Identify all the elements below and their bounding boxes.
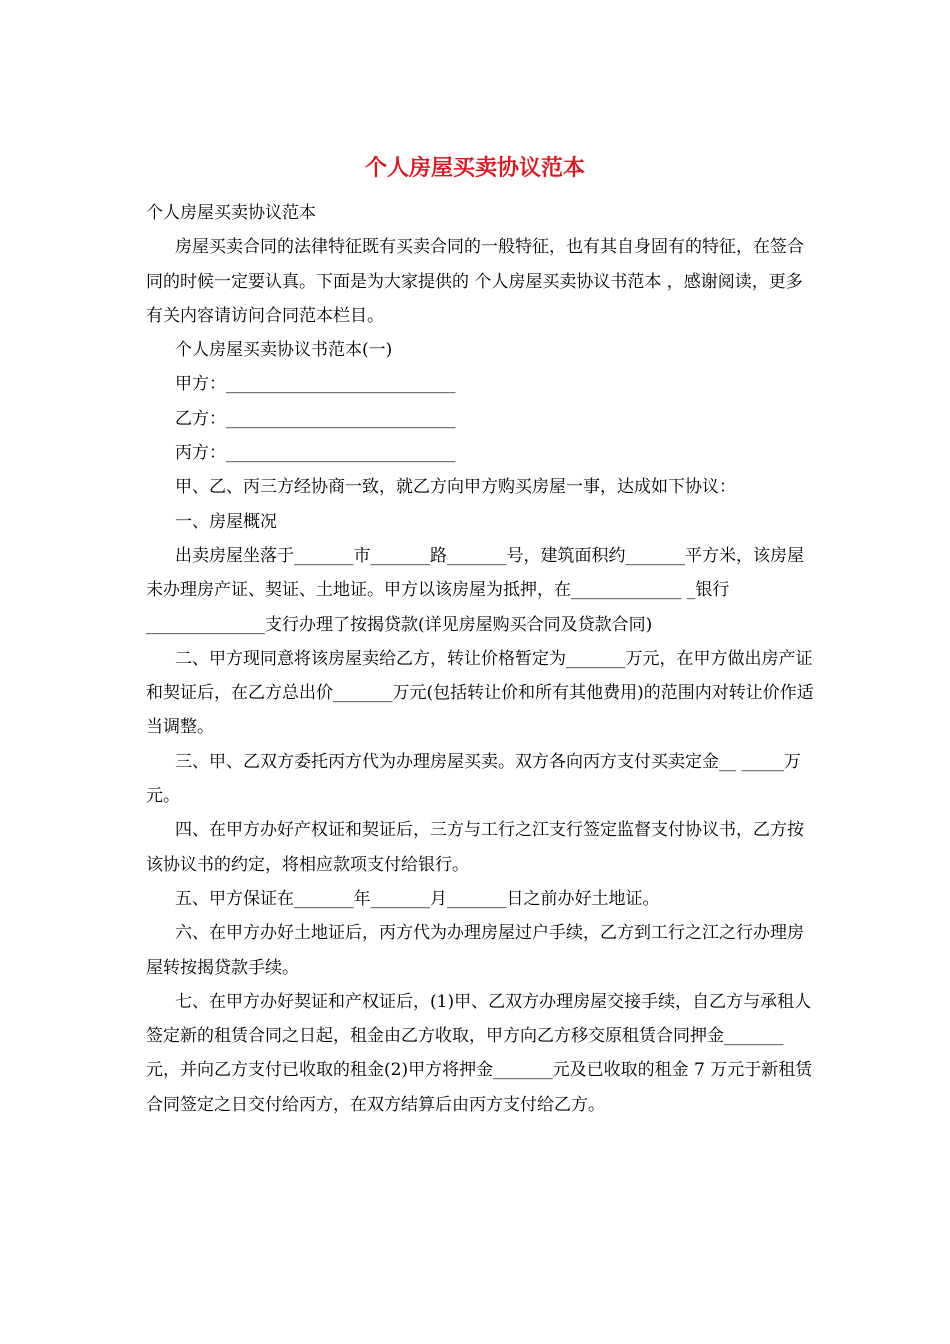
document-body	[146, 196, 814, 1122]
clause-5-text: 五、甲方保证在_______年_______月_______日之前办好土地证。	[175, 888, 660, 909]
party-b-line: 乙方：___________________________	[175, 408, 456, 429]
clause-4-text: 四、在甲方办好产权证和契证后，三方与工行之江支行签定监督支付协议书，乙方按该协议书的约定，将相应款项支付给银行。	[146, 820, 804, 875]
clause-6-text: 六、在甲方办好土地证后，丙方代为办理房屋过户手续，乙方到工行之江之行办理房屋转按揭贷款手续。	[146, 923, 804, 978]
clause-7-text: 七、在甲方办好契证和产权证后，(1)甲、乙双方办理房屋交接手续，自乙方与承租人签定新的租赁合同之日起，租金由乙方收取，甲方向乙方移交原租赁合同押金_______元，并向乙方支付已收取的租金(2)甲方将押金_______元及已收取的租金 7 万元于新租赁合同签定之日交付给丙方，在双方结算后由丙方支付给乙方。	[146, 991, 813, 1115]
section-heading: 个人房屋买卖协议书范本(一)	[175, 340, 393, 361]
agreement-preamble: 甲、乙、丙三方经协商一致，就乙方向甲方购买房屋一事，达成如下协议：	[175, 477, 736, 498]
party-c-line: 丙方：___________________________	[175, 443, 456, 464]
clause-heading-1: 一、房屋概况	[175, 511, 277, 532]
clause-3-text: 三、甲、乙双方委托丙方代为办理房屋买卖。双方各向丙方支付买卖定金__ _____万元。	[146, 751, 801, 807]
document-title: 个人房屋买卖协议范本	[364, 155, 585, 181]
clause-2-text: 二、甲方现同意将该房屋卖给乙方，转让价格暂定为_______万元，在甲方做出房产证和契证后，在乙方总出价_______万元(包括转让价和所有其他费用)的范围内对转让价作适当调整。	[146, 648, 814, 738]
subtitle-paragraph: 个人房屋买卖协议范本	[146, 203, 316, 223]
party-a-line: 甲方：___________________________	[175, 374, 456, 395]
clause-1-text: 出卖房屋坐落于_______市_______路_______号，建筑面积约_______平方米，该房屋未办理房产证、契证、土地证。甲方以该房屋为抵押，在_____________ _银行______________支行办理了按揭贷款(详见房屋购买合同及贷款合同)	[146, 545, 804, 635]
intro-paragraph: 房屋买卖合同的法律特征既有买卖合同的一般特征，也有其自身固有的特征，在签合同的时候一定要认真。下面是为大家提供的 个人房屋买卖协议书范本 ，感谢阅读，更多有关内容请访问合同范本栏目。	[146, 237, 804, 326]
